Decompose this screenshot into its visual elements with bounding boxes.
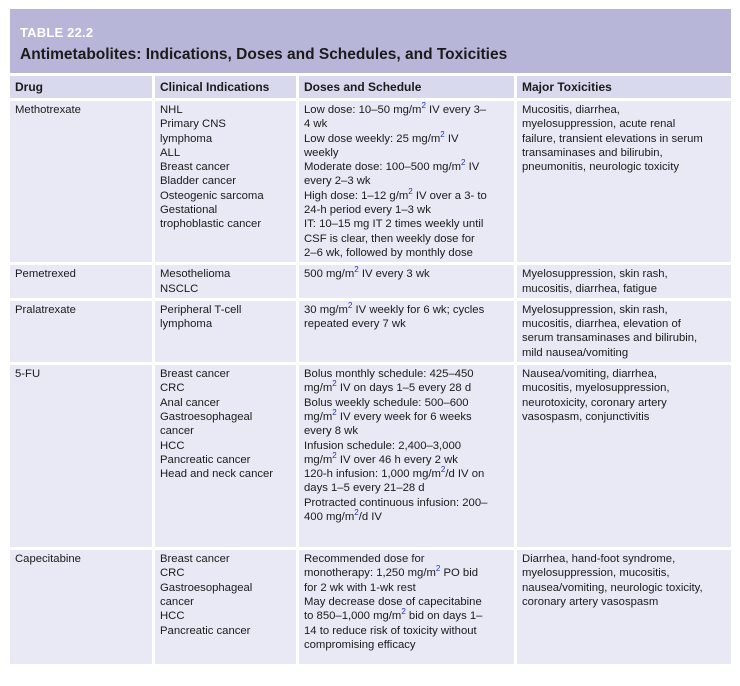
toxicity-line: transaminases and bilirubin, [522,146,663,159]
dose-line: 120-h infusion: 1,000 $mg/m^2/d$ IV on [304,465,485,481]
indication-line: Gestational [160,204,218,217]
header-doses: Doses and Schedule [299,76,517,98]
indication-line: Primary CNS [160,118,226,131]
toxicity-line: vasospasm, conjunctivitis [522,410,650,423]
dose-line: Protracted continuous infusion: 200– [304,496,488,509]
dose-line: days 1–5 every 21–28 d [304,482,425,495]
indication-line: lymphoma [160,132,213,145]
dose-line: 14 to reduce risk of toxicity without [304,624,477,637]
dose-line: for 2 wk with 1-wk rest [304,581,416,594]
dose-line: Moderate dose: 100–500 $mg/m^2$ IV [304,158,480,174]
table-banner [10,9,731,73]
superscript: 2 [354,265,359,275]
indication-line: CRC [160,567,185,580]
superscript: 2 [347,300,353,310]
indication-line: Gastroesophageal [160,410,253,423]
header-indications: Clinical Indications [155,76,299,98]
superscript: 2 [401,607,406,617]
dose-line: IT: 10–15 mg IT 2 times weekly until [304,218,484,231]
indication-line: Osteogenic sarcoma [160,189,264,202]
indication-line: NHL [160,104,183,116]
cell-toxicities [517,547,731,664]
superscript: 2 [332,450,337,460]
indication-line: Gastroesophageal [160,581,253,594]
toxicity-line: mucositis, diarrhea, fatigue [522,282,658,295]
dose-line: compromising efficacy [304,638,416,651]
cell-doses [299,362,517,547]
superscript: 2 [440,129,445,139]
superscript: 2 [421,101,426,110]
table-row [10,298,731,362]
indication-line: Mesothelioma [160,268,231,281]
indication-line: HCC [160,439,185,452]
dose-line: repeated every 7 wk [304,318,406,331]
indication-line: cancer [160,425,194,438]
table-row [10,262,731,298]
toxicity-line: nausea/vomiting, neurologic toxicity, [522,581,703,594]
dose-line: CSF is clear, then weekly dose for [304,232,475,245]
table-row [10,98,731,262]
dose-line: 500 $mg/m^2$ IV every 3 wk [304,265,430,281]
cell-doses [299,298,517,362]
table-container [10,9,731,664]
indication-line: ALL [160,146,181,159]
cell-indications [155,98,299,262]
toxicity-line: mucositis, diarrhea, elevation of [522,318,681,331]
cell-toxicities [517,362,731,547]
cell-indications [155,298,299,362]
indication-line: Anal cancer [160,396,220,409]
table-label: TABLE 22.2 [20,25,94,40]
indication-line: Peripheral T-cell [160,303,242,316]
cell-drug: Methotrexate [10,98,155,262]
antimetabolites-table [10,76,731,664]
dose-line: 30 $mg/m^2$ IV weekly for 6 wk; cycles [304,300,485,316]
indication-line: Pancreatic cancer [160,624,251,637]
dose-line: Recommended dose for [304,553,425,566]
dose-line: 2–6 wk, followed by monthly dose [304,246,473,259]
toxicity-line: Nausea/vomiting, diarrhea, [522,368,658,381]
toxicity-line: Diarrhea, hand-foot syndrome, [522,553,676,566]
toxicity-line: mucositis, myelosuppression, [522,382,670,395]
indication-line: HCC [160,610,185,623]
toxicity-line: failure, transient elevations in serum [522,132,703,145]
dose-line: Low dose weekly: 25 $mg/m^2$ IV [304,129,459,145]
cell-doses [299,547,517,664]
superscript: 2 [408,186,413,196]
superscript: 2 [332,379,337,389]
toxicity-line: Myelosuppression, skin rash, [522,268,668,281]
indication-line: Breast cancer [160,553,230,566]
indication-line: Bladder cancer [160,175,236,188]
dose-line: Bolus weekly schedule: 500–600 [304,396,469,409]
indication-line: NSCLC [160,282,199,295]
dose-line: 4 wk [304,118,328,131]
dose-line: May decrease dose of capecitabine [304,595,482,608]
indication-line: Pancreatic cancer [160,453,251,466]
toxicity-line: myelosuppression, acute renal [522,118,676,131]
indication-line: CRC [160,382,185,395]
toxicity-line: Mucositis, diarrhea, [522,104,620,116]
superscript: 2 [440,465,446,475]
toxicity-line: Myelosuppression, skin rash, [522,303,668,316]
cell-indications [155,547,299,664]
cell-indications [155,262,299,298]
header-drug: Drug [10,76,155,98]
indication-line: Breast cancer [160,161,230,174]
cell-drug: Capecitabine [10,547,155,664]
indication-line: cancer [160,595,194,608]
dose-line: to 850–1,000 $mg/m^2$ bid on days 1– [304,607,483,623]
table-row [10,547,731,664]
toxicity-line: coronary artery vasospasm [522,595,659,608]
superscript: 2 [332,407,337,417]
dose-line: Infusion schedule: 2,400–3,000 [304,439,462,452]
cell-indications [155,362,299,547]
dose-line: $mg/m^2$ IV on days 1–5 every 28 d [304,379,472,395]
indication-line: lymphoma [160,318,213,331]
dose-line: every 2–3 wk [304,175,371,188]
cell-doses [299,98,517,262]
dose-line: every 8 wk [304,425,358,438]
dose-line: Low dose: 10–50 $mg/m^2$ IV every 3– [304,101,487,116]
indication-line: Breast cancer [160,368,230,381]
indication-line: trophoblastic cancer [160,218,262,231]
superscript: 2 [354,508,359,518]
header-row [10,76,731,98]
toxicity-line: pneumonitis, neurologic toxicity [522,161,679,174]
dose-line: 24-h period every 1–3 wk [304,204,431,217]
toxicity-line: myelosuppression, mucositis, [522,567,670,580]
toxicity-line: serum transaminases and bilirubin, [522,332,698,345]
toxicity-line: neurotoxicity, coronary artery [522,396,667,409]
cell-toxicities [517,98,731,262]
cell-doses [299,262,517,298]
cell-drug: 5-FU [10,362,155,547]
cell-drug: Pemetrexed [10,262,155,298]
toxicity-line: mild nausea/vomiting [522,346,629,359]
dose-line: monotherapy: 1,250 $mg/m^2$ PO bid [304,564,479,580]
table-title: Antimetabolites: Indications, Doses and Schedules, and Toxicities [20,46,508,63]
dose-line: Bolus monthly schedule: 425–450 [304,368,474,381]
dose-line: $mg/m^2$ IV over 46 h every 2 wk [304,450,458,466]
dose-line: weekly [304,146,339,159]
cell-toxicities [517,262,731,298]
indication-line: Head and neck cancer [160,468,274,481]
dose-line: 400 $mg/m^2/d$ IV [304,508,382,524]
cell-drug: Pralatrexate [10,298,155,362]
dose-line: $mg/m^2$ IV every week for 6 weeks [304,407,472,423]
header-toxicities: Major Toxicities [517,76,731,98]
cell-toxicities [517,298,731,362]
dose-line: High dose: 1–12 $g/m^2$ IV over a 3- to [304,186,487,202]
table-row [10,362,731,547]
superscript: 2 [461,158,466,168]
superscript: 2 [435,564,441,574]
